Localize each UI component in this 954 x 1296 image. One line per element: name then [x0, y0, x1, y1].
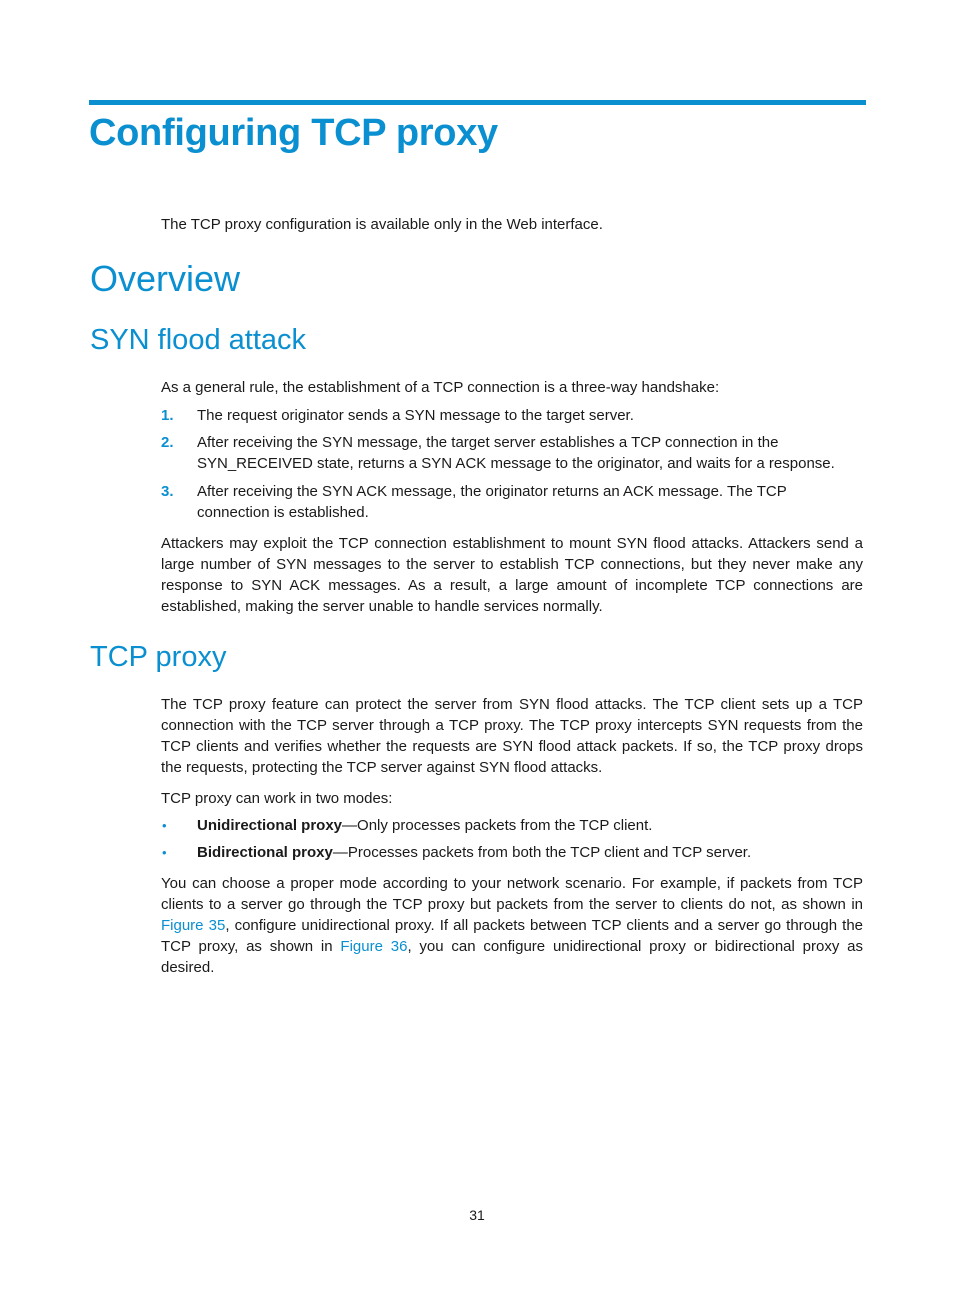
syn-flood-lead: As a general rule, the establishment of a TCP connection is a three-way handshake:	[161, 379, 720, 396]
figure-35-link[interactable]: Figure 35	[161, 917, 226, 934]
mode-bidirectional	[161, 842, 863, 863]
mode-text	[197, 842, 863, 863]
tcp-proxy-paragraph: The TCP proxy feature can protect the server from SYN flood attacks. The TCP client sets up a TCP connection with the TCP server through a TCP proxy. The TCP proxy intercepts SYN requests from the TCP clients and verifies whether the requests are SYN flood attack packets. If so, the TCP proxy drops the requests, protecting the TCP server against SYN flood attacks.	[161, 696, 863, 776]
choose-mode-paragraph	[161, 873, 863, 978]
mode-description: —Only processes packets from the TCP client.	[342, 817, 653, 834]
mode-text	[197, 815, 863, 836]
handshake-step-1	[161, 405, 863, 426]
overview-heading: Overview	[90, 258, 241, 299]
handshake-step-3	[161, 481, 863, 523]
mode-term: Unidirectional proxy	[197, 817, 343, 834]
syn-flood-heading: SYN flood attack	[90, 324, 306, 356]
tcp-proxy-heading: TCP proxy	[90, 641, 227, 673]
figure-36-link[interactable]: Figure 36	[340, 938, 408, 955]
choose-text-part-2: , configure unidirectional proxy. If all packets between TCP clients and a server go through the TCP proxy, as shown in	[161, 917, 864, 955]
syn-flood-attack-paragraph: Attackers may exploit the TCP connection establishment to mount SYN flood attacks. Attackers send a large number of SYN messages to the server to establish TCP connections, but they never make any response to SYN ACK messages. As a result, a large amount of incomplete TCP connections are established, making the server unable to handle services normally.	[161, 535, 863, 615]
chapter-title: Configuring TCP proxy	[89, 112, 498, 154]
mode-term: Bidirectional proxy	[197, 844, 333, 861]
choose-text-part-1: You can choose a proper mode according to your network scenario. For example, if packets from TCP clients to a server go through the TCP proxy but packets from the server to clients do not, as shown in	[161, 875, 863, 913]
step-number: 2.	[161, 434, 174, 451]
chapter-intro: The TCP proxy configuration is available only in the Web interface.	[161, 216, 603, 233]
chapter-top-rule	[89, 100, 866, 105]
mode-description: —Processes packets from both the TCP client and TCP server.	[332, 844, 752, 861]
bullet-icon: •	[162, 818, 167, 833]
mode-unidirectional	[161, 815, 863, 836]
step-text: After receiving the SYN message, the target server establishes a TCP connection in the SYN_RECEIVED state, returns a SYN ACK message to the originator, and waits for a response.	[197, 434, 835, 472]
step-number: 1.	[161, 407, 174, 424]
page-number: 31	[469, 1207, 485, 1223]
step-number: 3.	[161, 483, 174, 500]
handshake-step-2	[161, 432, 863, 474]
choose-text-part-3: , you can configure unidirectional proxy or bidirectional proxy as desired.	[161, 938, 863, 976]
bullet-icon: •	[162, 845, 167, 860]
tcp-proxy-modes-lead: TCP proxy can work in two modes:	[161, 790, 393, 807]
step-text: The request originator sends a SYN message to the target server.	[197, 407, 634, 424]
step-text: After receiving the SYN ACK message, the originator returns an ACK message. The TCP connection is established.	[197, 483, 787, 521]
